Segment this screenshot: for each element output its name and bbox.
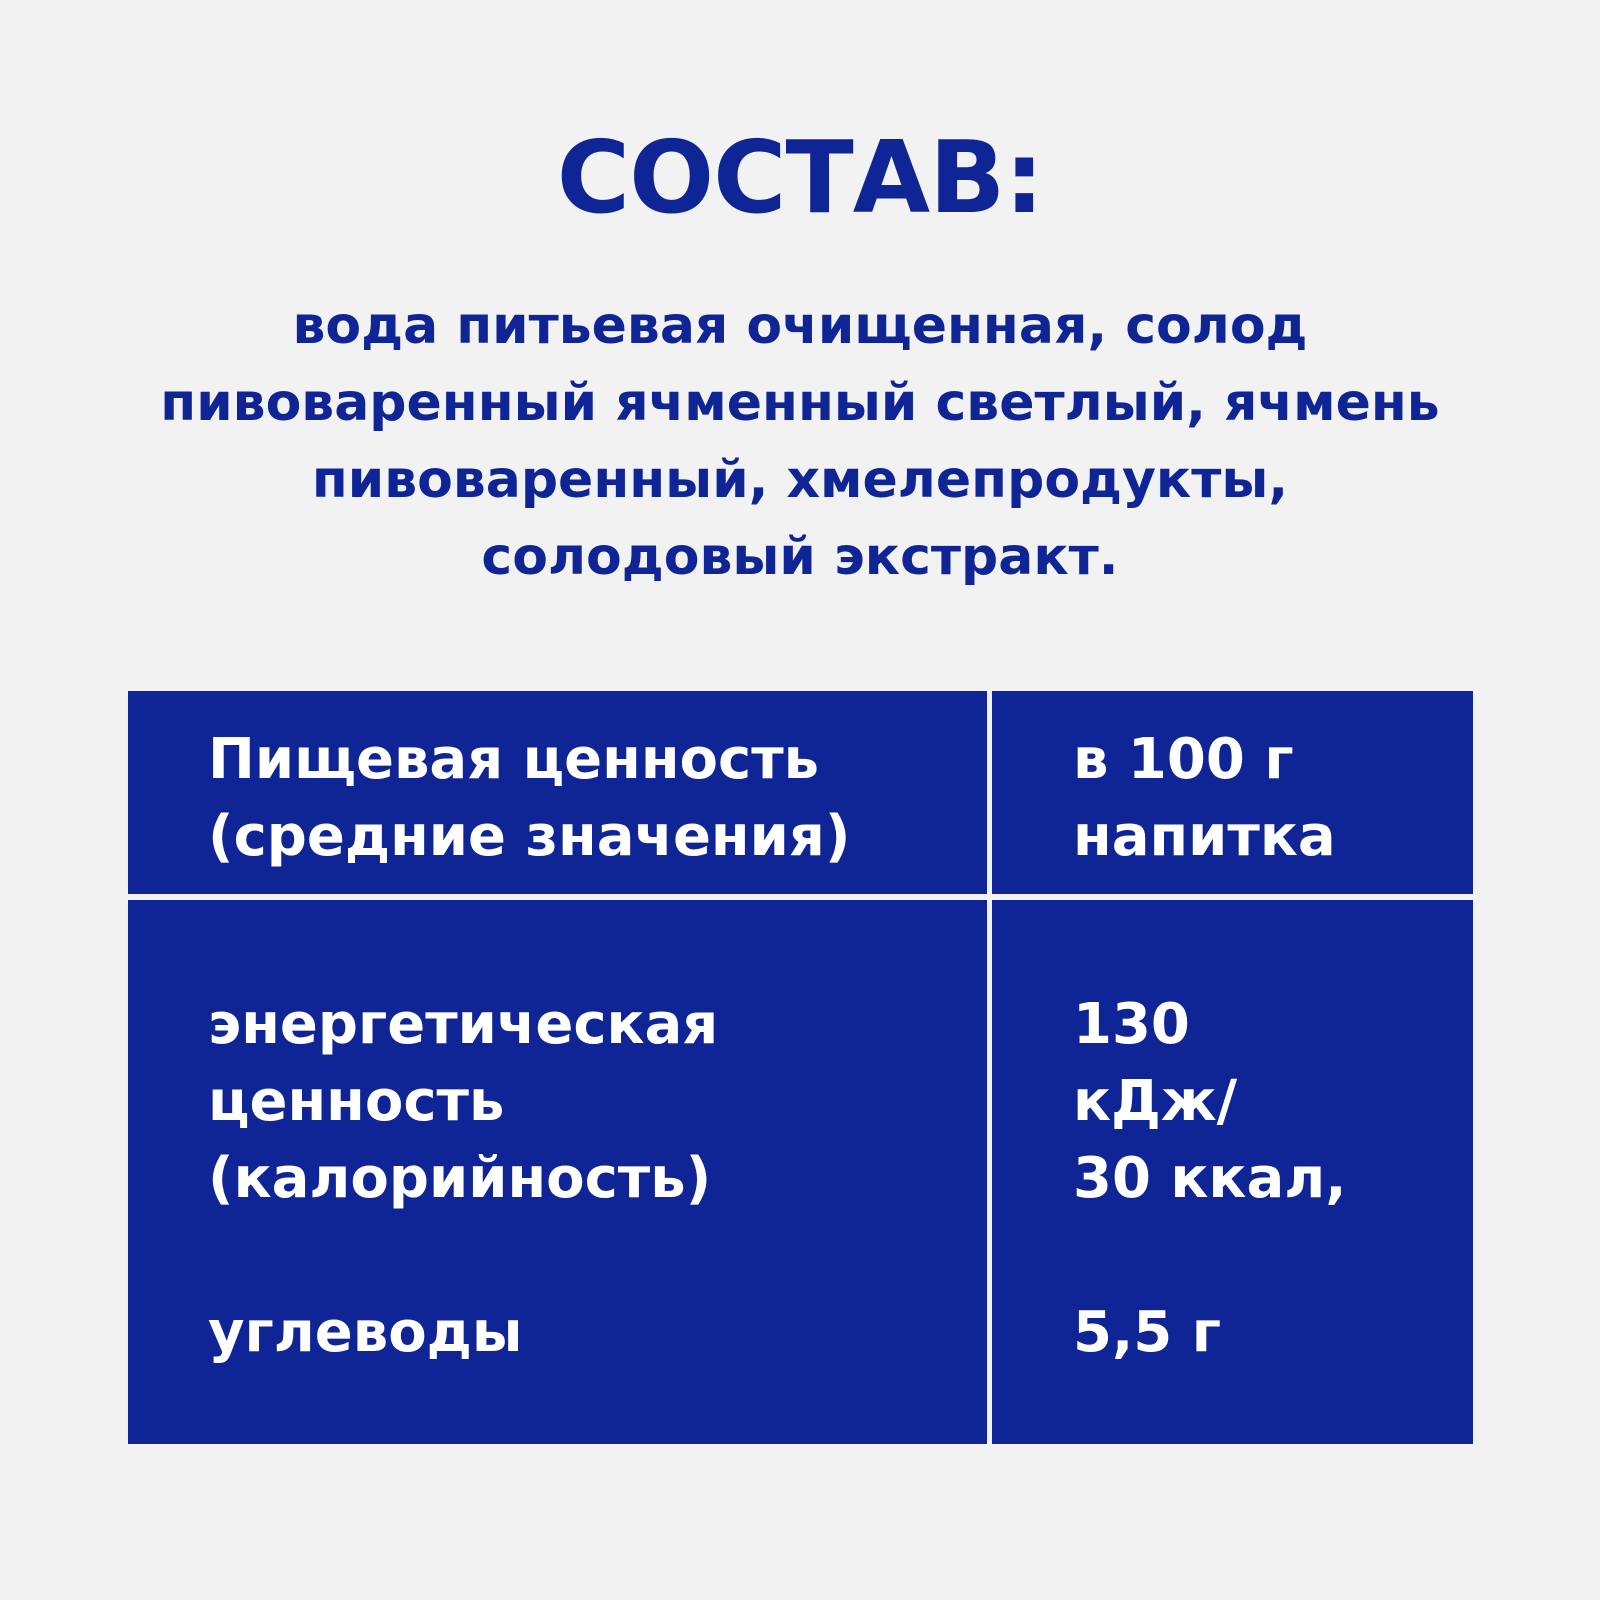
- composition-line: пивоваренный, хмелепродукты,: [311, 450, 1289, 510]
- header-label-line: Пищевая ценность: [208, 727, 820, 792]
- table-body-labels: [128, 900, 987, 1444]
- row-spacer: [208, 1217, 987, 1294]
- energy-label-line: ценность: [208, 1069, 505, 1134]
- energy-value-line: кДж/: [1073, 1069, 1238, 1134]
- table-header-nutrition: [128, 691, 987, 894]
- row-spacer: [1073, 1217, 1473, 1294]
- header-label-line: (средние значения): [208, 804, 851, 869]
- carbohydrates-label: углеводы: [208, 1300, 523, 1365]
- energy-value-line: 130: [1073, 992, 1190, 1057]
- header-value-line: в 100 г: [1073, 727, 1294, 792]
- energy-label-line: (калорийность): [208, 1146, 712, 1211]
- energy-label-line: энергетическая: [208, 992, 719, 1057]
- header-value-line: напитка: [1073, 804, 1336, 869]
- page-title: СОСТАВ:: [556, 119, 1044, 236]
- table-header-per-100g: [992, 691, 1473, 894]
- carbohydrates-value: 5,5 г: [1073, 1300, 1221, 1365]
- table-body-values: [992, 900, 1473, 1444]
- composition-line: пивоваренный ячменный светлый, ячмень: [160, 373, 1440, 433]
- energy-value-line: 30 ккал,: [1073, 1146, 1347, 1211]
- composition-line: солодовый экстракт.: [481, 527, 1119, 587]
- composition-line: вода питьевая очищенная, солод: [292, 296, 1308, 356]
- composition-text: [100, 288, 1500, 596]
